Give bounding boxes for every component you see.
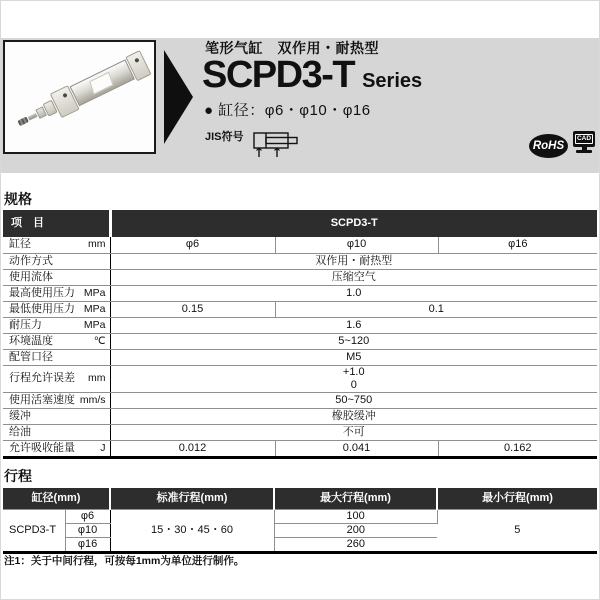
- cell-value: φ16: [438, 237, 597, 253]
- cell-value: φ6: [110, 237, 275, 253]
- stroke-header-max: 最大行程(mm): [274, 488, 437, 509]
- spec-row-kinetic-energy: 允许吸收能量 J 0.012 0.041 0.162: [3, 440, 597, 457]
- row-label: 使用流体: [9, 270, 53, 283]
- spec-header-series: SCPD3-T: [110, 210, 597, 237]
- stroke-model: SCPD3-T: [3, 509, 65, 552]
- cylinder-rod: [28, 113, 38, 121]
- bore-sizes-line: ● 缸径：φ6・φ10・φ16: [204, 102, 371, 119]
- cad-monitor-base: [576, 150, 592, 153]
- cylinder-illustration: [11, 40, 156, 139]
- triangle-marker-icon: [164, 50, 193, 144]
- spec-table: [3, 210, 597, 459]
- cell-value: 0.041: [275, 440, 438, 457]
- stroke-bore: φ10: [65, 523, 110, 537]
- row-label: 给油: [9, 425, 31, 438]
- stroke-max-value: 200: [274, 523, 437, 537]
- series-name: SCPD3-T: [202, 54, 355, 96]
- cad-badge-icon: [573, 131, 595, 153]
- spec-header-item: 项 目: [3, 210, 110, 237]
- cad-monitor-screen: [573, 131, 595, 147]
- row-label: 最高使用压力: [9, 286, 75, 299]
- product-photo: [3, 40, 156, 154]
- stroke-table: [3, 488, 597, 554]
- spec-row-piston-speed: 使用活塞速度 mm/s 50~750: [3, 392, 597, 408]
- row-label: 缓冲: [9, 409, 31, 422]
- stroke-header-bore: 缸径(mm): [3, 488, 110, 509]
- cell-value: 5~120: [110, 333, 597, 349]
- stroke-max-value: 100: [274, 509, 437, 523]
- rohs-badge-icon: RoHS: [529, 134, 568, 158]
- spec-row-max-pressure: 最高使用压力 MPa 1.0: [3, 285, 597, 301]
- stroke-table-header-row: [3, 488, 597, 509]
- stroke-header-standard: 标准行程(mm): [110, 488, 274, 509]
- spec-row-proof-pressure: 耐压力 MPa 1.6: [3, 317, 597, 333]
- cell-value: 0.15: [110, 301, 275, 317]
- cell-value: φ10: [275, 237, 438, 253]
- tolerance-lower: 0: [350, 378, 357, 391]
- stroke-bore: φ6: [65, 509, 110, 523]
- product-subtitle: 笔形气缸 双作用・耐热型: [205, 40, 379, 56]
- stroke-section-heading: 行程: [4, 468, 32, 484]
- cell-value: M5: [110, 349, 597, 365]
- row-label: 缸径: [9, 238, 31, 251]
- jis-cylinder-symbol-icon: [250, 126, 302, 160]
- spec-table-header-row: [3, 210, 597, 237]
- cell-value: 不可: [110, 424, 597, 440]
- cell-value: 0.162: [438, 440, 597, 457]
- row-label: 允许吸收能量: [9, 441, 75, 454]
- stroke-note: 注1：关于中间行程，可按每1mm为单位进行制作。: [4, 555, 245, 567]
- cylinder-tube: [70, 59, 135, 106]
- spec-row-fluid: [3, 269, 597, 285]
- row-label: 行程允许误差: [9, 372, 75, 384]
- stroke-row-bore6: [3, 509, 597, 523]
- cell-value: 压缩空气: [110, 269, 597, 285]
- tolerance-upper: +1.0: [342, 366, 365, 378]
- series-title: [202, 54, 422, 97]
- spec-row-cushion: [3, 408, 597, 424]
- cad-badge-label: CAD: [576, 135, 592, 142]
- stroke-bore: φ16: [65, 537, 110, 552]
- jis-symbol-label: JIS符号: [205, 131, 244, 143]
- spec-row-port-size: [3, 349, 597, 365]
- row-label: 耐压力: [9, 318, 42, 331]
- spec-row-lubrication: [3, 424, 597, 440]
- cell-value: 双作用・耐热型: [110, 253, 597, 269]
- stroke-min-value: 5: [437, 509, 597, 552]
- row-label: 使用活塞速度: [9, 393, 75, 406]
- cell-value: 50~750: [110, 392, 597, 408]
- spec-row-action: [3, 253, 597, 269]
- spec-row-bore: [3, 237, 597, 253]
- stroke-standard-value: 15・30・45・60: [110, 509, 274, 552]
- row-label: 最低使用压力: [9, 302, 75, 315]
- spec-row-stroke-tolerance: 行程允许误差 mm +1.0 0: [3, 365, 597, 392]
- cell-value: 1.6: [110, 317, 597, 333]
- row-label: 环境温度: [9, 334, 53, 347]
- spec-row-min-pressure: 最低使用压力 MPa 0.15 0.1: [3, 301, 597, 317]
- row-label: 动作方式: [9, 254, 53, 267]
- cell-value: 1.0: [110, 285, 597, 301]
- cell-value: 0.1: [275, 301, 597, 317]
- cell-value: [110, 365, 597, 392]
- row-unit: mm: [88, 238, 106, 251]
- cell-value: 0.012: [110, 440, 275, 457]
- stroke-header-min: 最小行程(mm): [437, 488, 597, 509]
- stroke-max-value: 260: [274, 537, 437, 552]
- cell-value: 橡胶缓冲: [110, 408, 597, 424]
- spec-row-ambient-temp: 环境温度 ℃ 5~120: [3, 333, 597, 349]
- row-label: 配管口径: [9, 350, 53, 363]
- cylinder-nameplate: [89, 72, 113, 95]
- spec-section-heading: 规格: [4, 191, 32, 207]
- series-suffix: Series: [362, 70, 423, 92]
